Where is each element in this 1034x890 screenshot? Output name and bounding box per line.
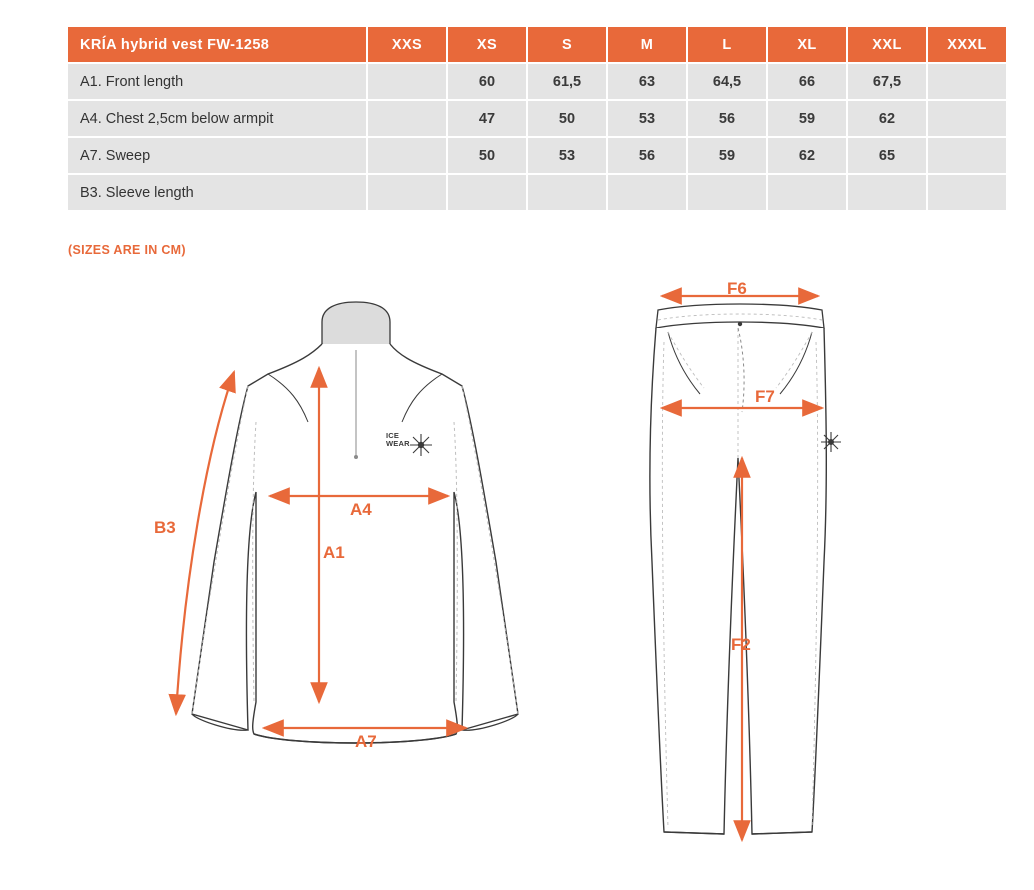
- measurement-value: 59: [767, 100, 847, 137]
- size-header-xxxl: XXXL: [927, 26, 1007, 63]
- measurement-value: 47: [447, 100, 527, 137]
- measurement-label: A7. Sweep: [67, 137, 367, 174]
- size-table-body: [67, 63, 1007, 211]
- measurement-value: [927, 100, 1007, 137]
- size-table-container: [66, 25, 1006, 212]
- table-row: [67, 174, 1007, 211]
- brand-logo-trousers-icon: [821, 432, 841, 452]
- size-header-l: L: [687, 26, 767, 63]
- measurement-value: [367, 137, 447, 174]
- measurement-value: [767, 174, 847, 211]
- trousers-illustration: [650, 304, 826, 834]
- size-header-xxl: XXL: [847, 26, 927, 63]
- top-garment-illustration: [192, 302, 518, 743]
- brand-text-line2: WEAR: [386, 438, 410, 448]
- brand-text-line1: ICE: [386, 431, 400, 440]
- dimension-label-f7: F7: [755, 387, 775, 406]
- measurement-value: [927, 174, 1007, 211]
- measurement-value: [847, 174, 927, 211]
- measurement-value: [607, 174, 687, 211]
- measurement-value: [367, 174, 447, 211]
- measurement-value: 63: [607, 63, 687, 100]
- dimension-label-a1: A1: [323, 543, 345, 562]
- dimension-label-a7: A7: [355, 732, 377, 751]
- brand-text: [386, 432, 410, 448]
- measurement-value: 67,5: [847, 63, 927, 100]
- diagram-area: [0, 262, 1034, 890]
- measurement-value: 50: [447, 137, 527, 174]
- size-header-xs: XS: [447, 26, 527, 63]
- measurement-value: [927, 137, 1007, 174]
- size-table: [66, 25, 1008, 212]
- dimension-label-f2: F2: [731, 635, 751, 654]
- size-table-header: [67, 26, 1007, 63]
- brand-logo-icon: [410, 434, 432, 456]
- measurement-value: [447, 174, 527, 211]
- measurement-value: 56: [607, 137, 687, 174]
- table-row: [67, 137, 1007, 174]
- size-header-xl: XL: [767, 26, 847, 63]
- measurement-value: 66: [767, 63, 847, 100]
- measurement-value: [527, 174, 607, 211]
- measurement-value: 61,5: [527, 63, 607, 100]
- size-header-s: S: [527, 26, 607, 63]
- measurement-value: 60: [447, 63, 527, 100]
- measurement-value: 59: [687, 137, 767, 174]
- dimension-label-f6: F6: [727, 279, 747, 298]
- measurement-value: 62: [767, 137, 847, 174]
- units-note: (SIZES ARE IN CM): [68, 243, 186, 257]
- measurement-value: 64,5: [687, 63, 767, 100]
- measurement-value: 56: [687, 100, 767, 137]
- measurement-value: 53: [607, 100, 687, 137]
- measurement-label: A4. Chest 2,5cm below armpit: [67, 100, 367, 137]
- table-row: [67, 63, 1007, 100]
- dimension-label-b3: B3: [154, 518, 176, 537]
- measurement-label: A1. Front length: [67, 63, 367, 100]
- measurement-value: 62: [847, 100, 927, 137]
- measurement-value: 65: [847, 137, 927, 174]
- size-header-m: M: [607, 26, 687, 63]
- size-header-xxs: XXS: [367, 26, 447, 63]
- product-title-cell: KRÍA hybrid vest FW-1258: [67, 26, 367, 63]
- measurement-value: 53: [527, 137, 607, 174]
- garment-diagrams-svg: [0, 262, 1034, 890]
- measurement-value: [367, 100, 447, 137]
- measurement-value: [687, 174, 767, 211]
- measurement-value: [367, 63, 447, 100]
- table-row: [67, 100, 1007, 137]
- measurement-label: B3. Sleeve length: [67, 174, 367, 211]
- measurement-value: 50: [527, 100, 607, 137]
- measurement-value: [927, 63, 1007, 100]
- table-header-row: [67, 26, 1007, 63]
- dimension-label-a4: A4: [350, 500, 372, 519]
